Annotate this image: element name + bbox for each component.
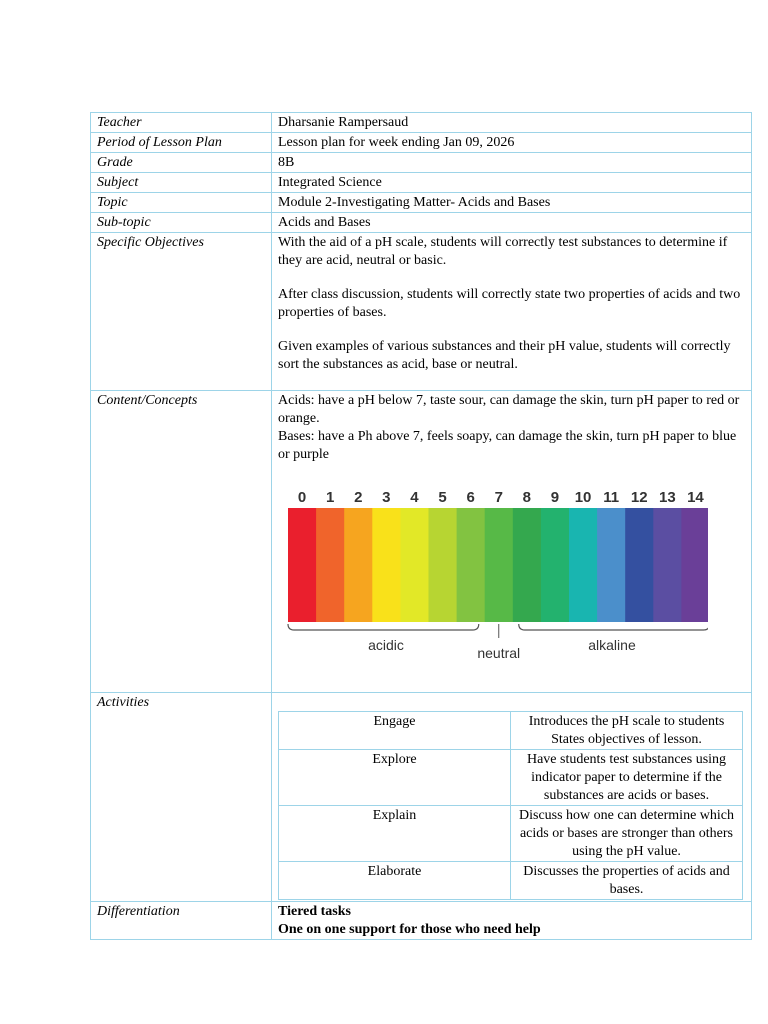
acids-text: Acids: have a pH below 7, taste sour, can damage the skin, turn pH paper to red or orange. xyxy=(278,393,740,426)
subtopic-label: Sub-topic xyxy=(91,213,272,233)
activity-description: Introduces the pH scale to students States objectives of lesson. xyxy=(511,712,743,750)
acidic-label: acidic xyxy=(368,637,404,653)
alkaline-label: alkaline xyxy=(588,637,636,653)
ph-number-label: 13 xyxy=(659,489,676,506)
activity-phase: Engage xyxy=(279,712,511,750)
acidic-bracket xyxy=(288,624,479,630)
alkaline-bracket xyxy=(519,624,708,630)
activity-description: Have students test substances using indicator paper to determine if the substances are acids or bases. xyxy=(511,750,743,806)
ph-number-label: 9 xyxy=(550,489,560,506)
differentiation-cell xyxy=(272,902,752,940)
grade-label: Grade xyxy=(91,153,272,173)
subject-value: Integrated Science xyxy=(272,173,752,193)
ph-color-band xyxy=(316,508,345,622)
row-teacher xyxy=(91,113,752,133)
objectives-label: Specific Objectives xyxy=(91,233,272,391)
ph-number-label: 6 xyxy=(466,489,475,506)
period-label: Period of Lesson Plan xyxy=(91,133,272,153)
ph-color-band xyxy=(457,508,486,622)
ph-color-band xyxy=(288,508,317,622)
row-subject xyxy=(91,173,752,193)
ph-color-band xyxy=(569,508,598,622)
differentiation-line: Tiered tasks xyxy=(278,904,351,919)
neutral-label: neutral xyxy=(477,645,521,661)
ph-number-label: 3 xyxy=(382,489,391,506)
ph-number-label: 8 xyxy=(522,489,532,506)
topic-label: Topic xyxy=(91,193,272,213)
content-label: Content/Concepts xyxy=(91,391,272,693)
ph-color-band xyxy=(400,508,429,622)
ph-number-label: 14 xyxy=(687,489,704,506)
grade-value: 8B xyxy=(272,153,752,173)
activity-row xyxy=(279,806,743,862)
ph-color-band xyxy=(681,508,708,622)
subtopic-value: Acids and Bases xyxy=(272,213,752,233)
activity-description: Discusses the properties of acids and bases. xyxy=(511,862,743,900)
ph-number-label: 5 xyxy=(438,489,447,506)
ph-color-band xyxy=(429,508,458,622)
differentiation-label: Differentiation xyxy=(91,902,272,940)
activity-phase: Explain xyxy=(279,806,511,862)
ph-number-label: 1 xyxy=(325,489,335,506)
ph-number-label: 2 xyxy=(354,489,363,506)
activities-cell xyxy=(272,693,752,902)
ph-color-band xyxy=(653,508,682,622)
ph-number-label: 7 xyxy=(494,489,503,506)
row-grade xyxy=(91,153,752,173)
objective-item: After class discussion, students will correctly state two properties of acids and two properties of bases. xyxy=(278,287,741,320)
row-objectives xyxy=(91,233,752,391)
row-activities xyxy=(91,693,752,902)
row-topic xyxy=(91,193,752,213)
ph-scale-image xyxy=(280,486,708,662)
ph-number-label: 4 xyxy=(410,489,419,506)
lesson-plan-table xyxy=(90,112,752,940)
ph-color-band xyxy=(625,508,654,622)
row-content xyxy=(91,391,752,693)
activity-row xyxy=(279,862,743,900)
teacher-label: Teacher xyxy=(91,113,272,133)
objective-item: With the aid of a pH scale, students will correctly test substances to determine if they are acid, neutral or basic. xyxy=(278,235,728,268)
ph-color-band xyxy=(372,508,401,622)
ph-number-label: 11 xyxy=(603,489,620,506)
ph-color-band xyxy=(344,508,373,622)
ph-number-label: 0 xyxy=(297,489,307,506)
period-value: Lesson plan for week ending Jan 09, 2026 xyxy=(272,133,752,153)
activity-phase: Elaborate xyxy=(279,862,511,900)
activity-row xyxy=(279,712,743,750)
activities-label: Activities xyxy=(91,693,272,902)
activity-phase: Explore xyxy=(279,750,511,806)
activities-table xyxy=(278,711,743,900)
teacher-value: Dharsanie Rampersaud xyxy=(272,113,752,133)
content-cell xyxy=(272,391,752,693)
activity-row xyxy=(279,750,743,806)
ph-color-band xyxy=(485,508,514,622)
row-subtopic xyxy=(91,213,752,233)
ph-color-band xyxy=(541,508,570,622)
topic-value: Module 2-Investigating Matter- Acids and Bases xyxy=(272,193,752,213)
ph-number-label: 10 xyxy=(574,489,592,506)
bases-text: Bases: have a Ph above 7, feels soapy, can damage the skin, turn pH paper to blue or purple xyxy=(278,429,737,462)
activity-description: Discuss how one can determine which acids or bases are stronger than others using the pH value. xyxy=(511,806,743,862)
ph-number-label: 12 xyxy=(630,489,648,506)
ph-scale-figure xyxy=(278,464,745,692)
differentiation-line: One on one support for those who need help xyxy=(278,922,541,937)
row-period xyxy=(91,133,752,153)
row-differentiation xyxy=(91,902,752,940)
subject-label: Subject xyxy=(91,173,272,193)
objective-item: Given examples of various substances and their pH value, students will correctly sort the substances as acid, base or neutral. xyxy=(278,339,731,372)
ph-color-band xyxy=(597,508,626,622)
objectives-cell xyxy=(272,233,752,391)
ph-color-band xyxy=(513,508,542,622)
